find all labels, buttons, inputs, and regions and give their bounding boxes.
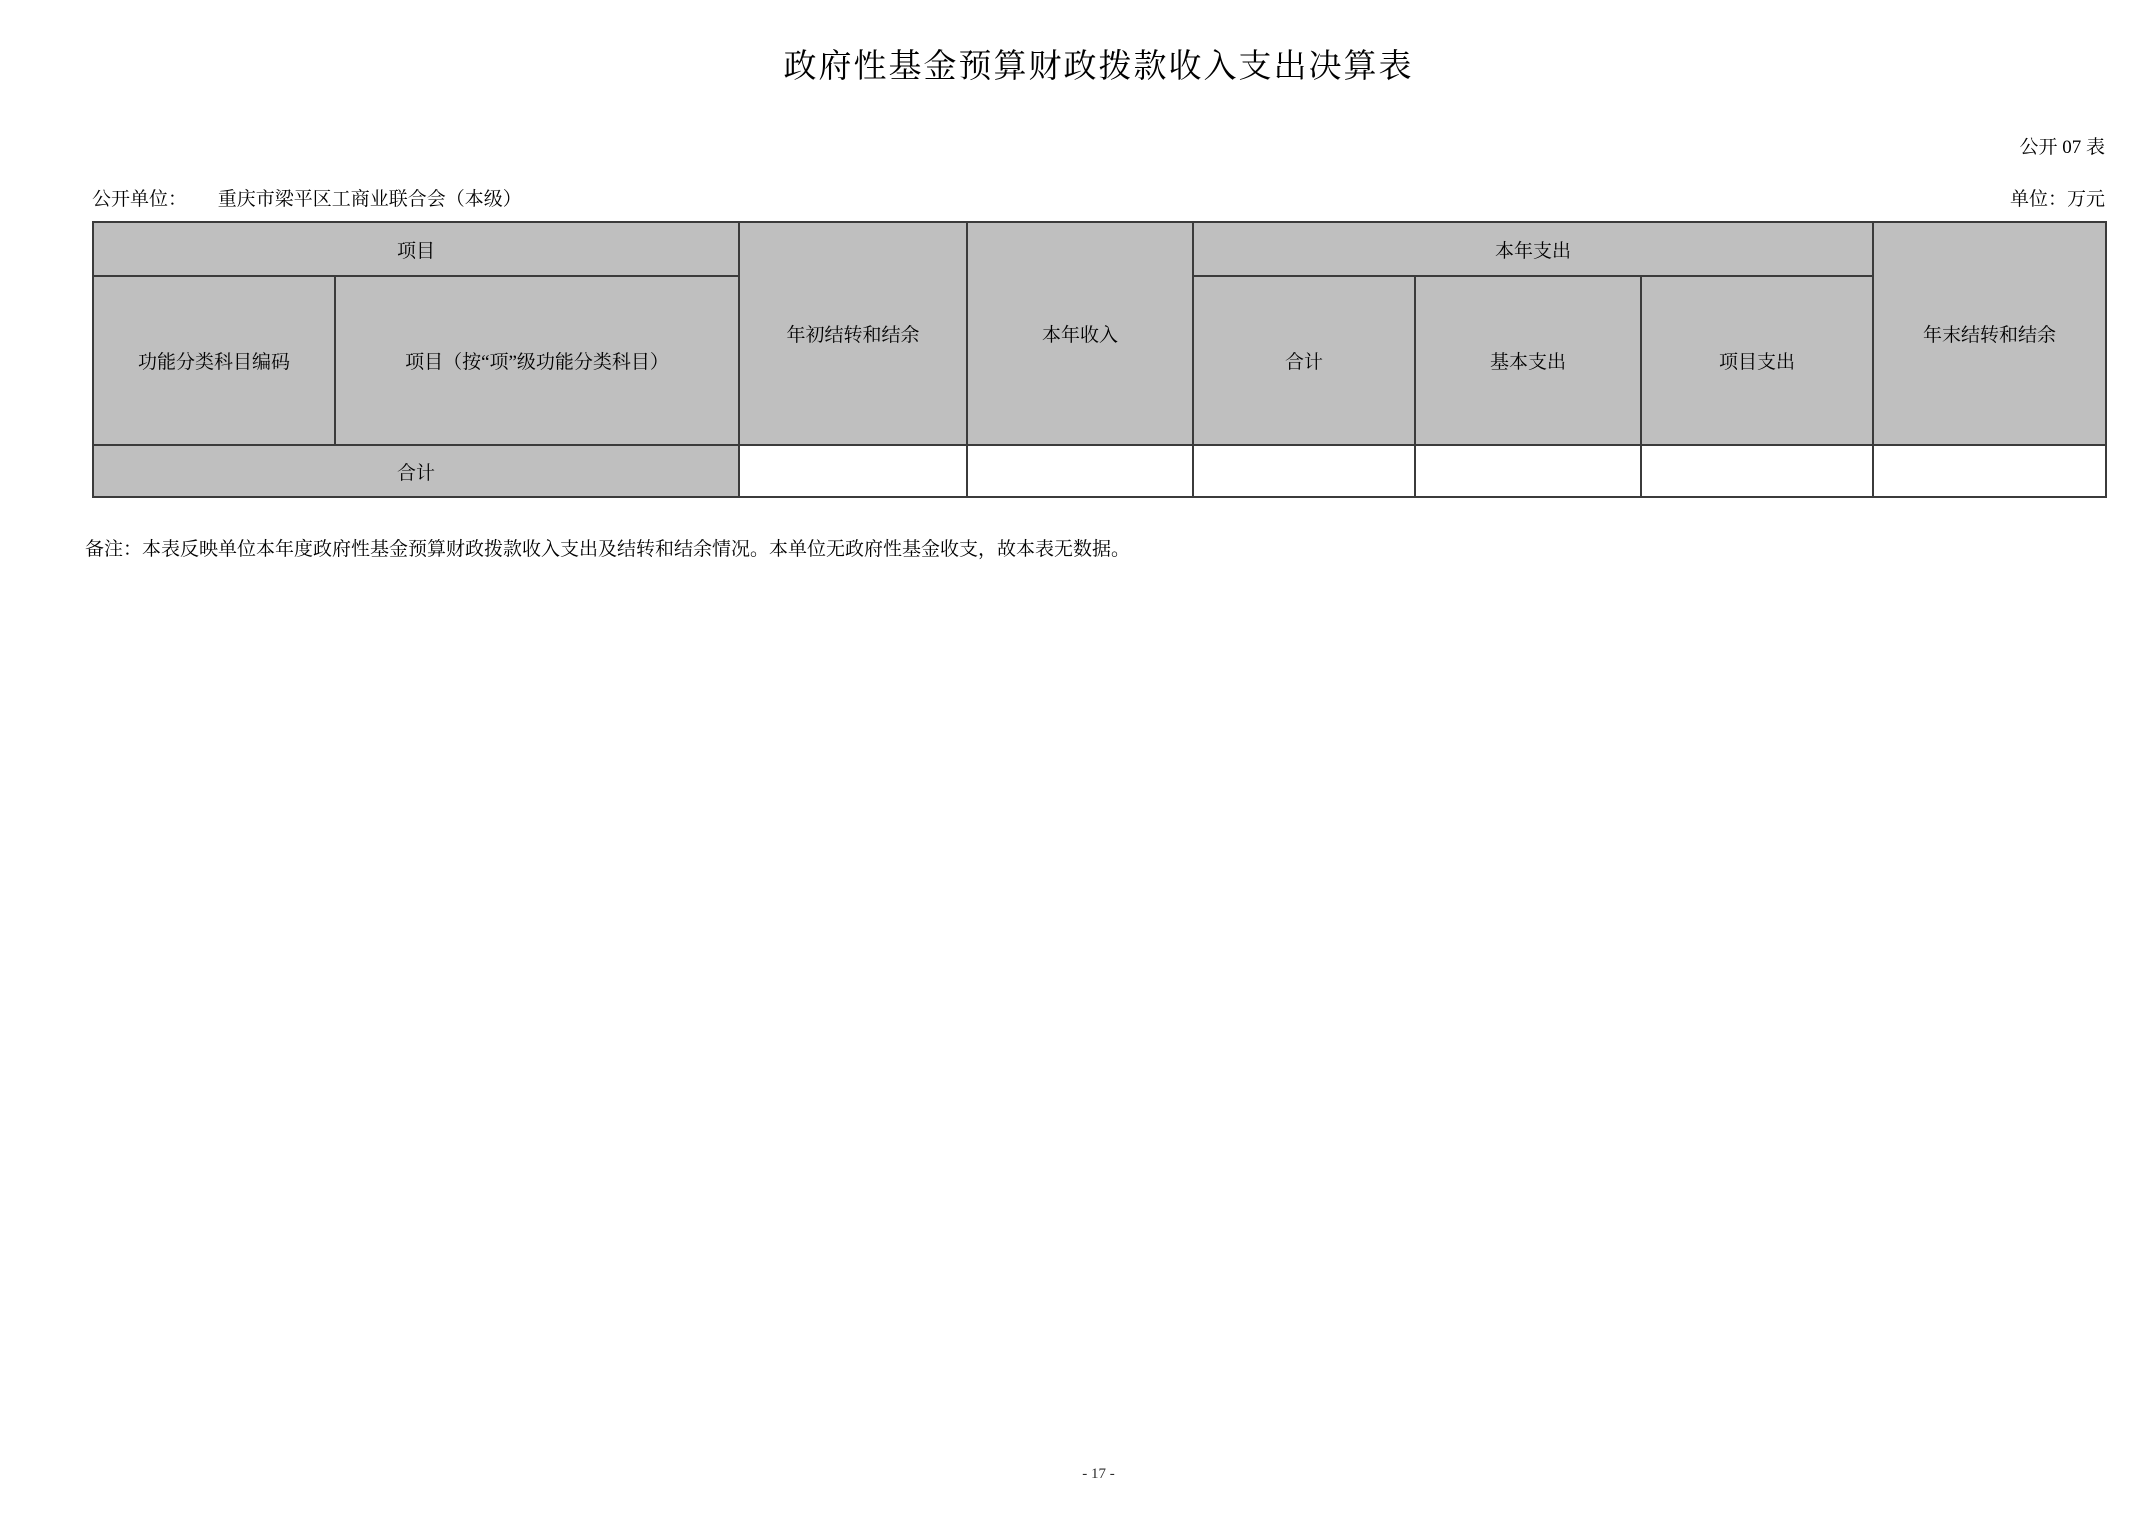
footnote: 备注：本表反映单位本年度政府性基金预算财政拨款收入支出及结转和结余情况。本单位无政府性基金收支，故本表无数据。 [85,539,1131,560]
total-row-label: 合计 [93,445,739,497]
header-project-group: 项目 [93,222,739,276]
header-year-income: 本年收入 [967,222,1193,445]
header-begin-balance: 年初结转和结余 [739,222,967,445]
total-expense-total-cell [1193,445,1415,497]
header-expense-total: 合计 [1193,276,1415,445]
header-project-expense: 项目支出 [1641,276,1873,445]
meta-row [92,184,2105,211]
total-end-balance-cell [1873,445,2106,497]
publishing-unit-label: 公开单位： [92,189,188,210]
fund-budget-table [92,221,2107,498]
total-begin-balance-cell [739,445,967,497]
publishing-unit-name: 重庆市梁平区工商业联合会（本级） [217,189,522,210]
publishing-unit-line [92,184,522,211]
table-row [93,445,2106,497]
unit-of-measure-label: 单位：万元 [2009,189,2105,210]
table-header-row-top [93,222,2106,276]
page-title: 政府性基金预算财政拨款收入支出决算表 [783,49,1414,85]
header-end-balance: 年末结转和结余 [1873,222,2106,445]
page-number: - 17 - [1082,1466,1115,1482]
total-year-income-cell [967,445,1193,497]
header-function-code: 功能分类科目编码 [93,276,335,445]
table-number-label: 公开 07 表 [2019,137,2105,158]
total-basic-expense-cell [1415,445,1641,497]
total-project-expense-cell [1641,445,1873,497]
header-year-expense-group: 本年支出 [1193,222,1873,276]
header-basic-expense: 基本支出 [1415,276,1641,445]
header-project-item: 项目（按“项”级功能分类科目） [335,276,739,445]
